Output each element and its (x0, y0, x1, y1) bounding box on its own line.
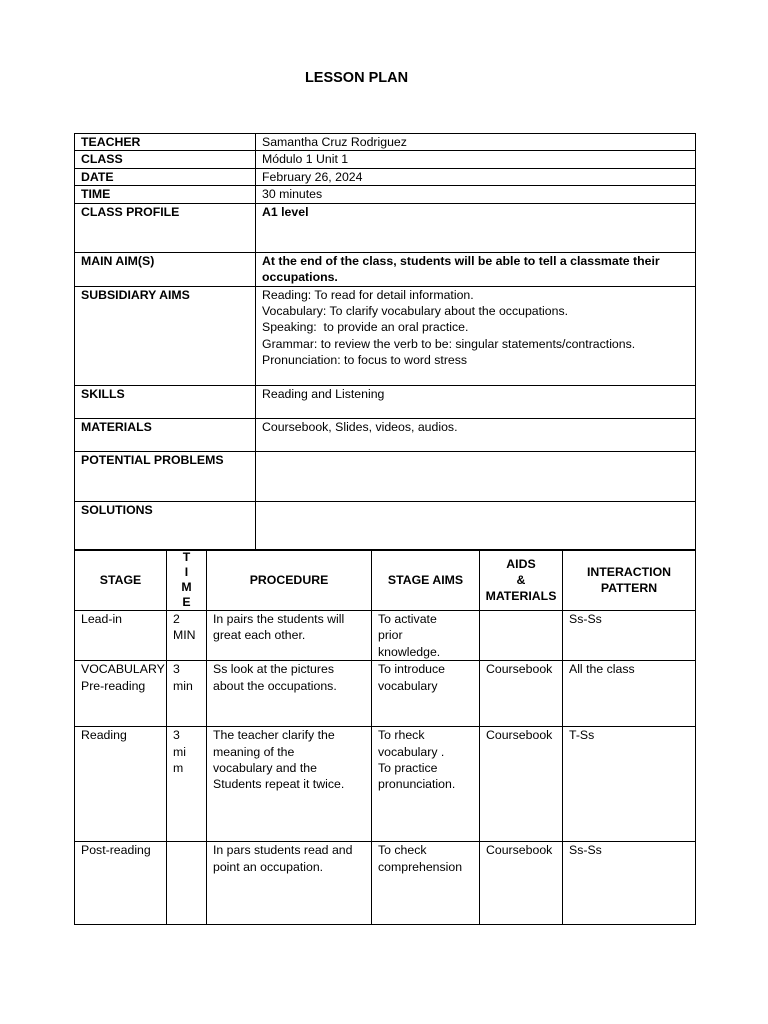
skills-value: Reading and Listening (256, 385, 696, 418)
stage-aims-header: STAGE AIMS (372, 550, 480, 611)
subsidiary-value (256, 286, 696, 385)
document-title: LESSON PLAN (304, 70, 409, 86)
subsidiary-aim-vocabulary: Vocabulary: To clarify vocabulary about the occupations. (262, 304, 569, 319)
materials-cell: Coursebook (480, 842, 563, 925)
time-header-letter: M (181, 580, 192, 594)
materials-cell: Coursebook (480, 727, 563, 842)
info-row-subsidiary (75, 286, 696, 385)
time-header (167, 550, 207, 611)
table-row (75, 611, 696, 661)
interaction-cell: Ss-Ss (563, 611, 696, 661)
problems-value (256, 451, 696, 501)
profile-label: CLASS PROFILE (75, 203, 256, 252)
materials-label: MATERIALS (75, 418, 256, 451)
skills-label: SKILLS (75, 385, 256, 418)
info-row-time (75, 186, 696, 203)
subsidiary-label: SUBSIDIARY AIMS (75, 286, 256, 385)
info-row-main-aims (75, 252, 696, 286)
interaction-cell: T-Ss (563, 727, 696, 842)
time-cell (167, 842, 207, 925)
info-row-profile (75, 203, 696, 252)
procedure-cell: In pairs the students will great each other. (207, 611, 372, 661)
lesson-stages-table (74, 549, 696, 925)
stage-cell: Post-reading (75, 842, 167, 925)
materials-cell: Coursebook (480, 661, 563, 727)
procedure-cell: In pars students read and point an occupation. (207, 842, 372, 925)
problems-label: POTENTIAL PROBLEMS (75, 451, 256, 501)
solutions-label: SOLUTIONS (75, 501, 256, 550)
time-cell: 3 mi m (167, 727, 207, 842)
aids-materials-header: AIDS & MATERIALS (480, 550, 563, 611)
stage-cell: VOCABULARY Pre-reading (75, 661, 167, 727)
date-value: February 26, 2024 (256, 168, 696, 185)
table-row (75, 661, 696, 727)
subsidiary-aim-grammar: Grammar: to review the verb to be: singular statements/contractions. (262, 336, 636, 351)
procedure-cell: Ss look at the pictures about the occupations. (207, 661, 372, 727)
profile-value: A1 level (256, 203, 696, 252)
class-label: CLASS (75, 151, 256, 168)
info-row-date (75, 168, 696, 185)
info-row-skills (75, 385, 696, 418)
stage-aims-cell: To rheck vocabulary . To practice pronunciation. (372, 727, 480, 842)
time-cell: 3 min (167, 661, 207, 727)
subsidiary-aim-pronunciation: Pronunciation: to focus to word stress (262, 353, 468, 368)
info-row-class (75, 151, 696, 168)
subsidiary-aim-reading: Reading: To read for detail information. (262, 287, 474, 302)
main-aims-label: MAIN AIM(S) (75, 252, 256, 286)
time-label: TIME (75, 186, 256, 203)
lesson-header-row (75, 550, 696, 611)
info-row-materials (75, 418, 696, 451)
stage-aims-cell: To introduce vocabulary (372, 661, 480, 727)
stage-cell: Lead-in (75, 611, 167, 661)
info-row-teacher (75, 134, 696, 151)
solutions-value (256, 501, 696, 550)
procedure-header: PROCEDURE (207, 550, 372, 611)
time-cell: 2 MIN (167, 611, 207, 661)
subsidiary-aim-speaking: Speaking: to provide an oral practice. (262, 320, 469, 335)
teacher-label: TEACHER (75, 134, 256, 151)
interaction-cell: All the class (563, 661, 696, 727)
stage-header: STAGE (75, 550, 167, 611)
time-value: 30 minutes (256, 186, 696, 203)
interaction-pattern-header: INTERACTION PATTERN (563, 550, 696, 611)
procedure-cell: The teacher clarify the meaning of the vocabulary and the Students repeat it twice. (207, 727, 372, 842)
stage-aims-cell: To check comprehension (372, 842, 480, 925)
materials-cell (480, 611, 563, 661)
stage-aims-cell: To activate prior knowledge. (372, 611, 480, 661)
info-table (74, 133, 696, 551)
info-row-problems (75, 451, 696, 501)
stage-cell: Reading (75, 727, 167, 842)
time-header-letter: T (182, 550, 191, 564)
main-aims-value: At the end of the class, students will be able to tell a classmate their occupations. (256, 252, 696, 286)
table-row (75, 842, 696, 925)
table-row (75, 727, 696, 842)
time-header-letter: I (184, 565, 189, 579)
materials-value: Coursebook, Slides, videos, audios. (256, 418, 696, 451)
teacher-value: Samantha Cruz Rodriguez (256, 134, 696, 151)
interaction-cell: Ss-Ss (563, 842, 696, 925)
time-header-letter: E (182, 595, 191, 609)
date-label: DATE (75, 168, 256, 185)
info-row-solutions (75, 501, 696, 550)
class-value: Módulo 1 Unit 1 (256, 151, 696, 168)
